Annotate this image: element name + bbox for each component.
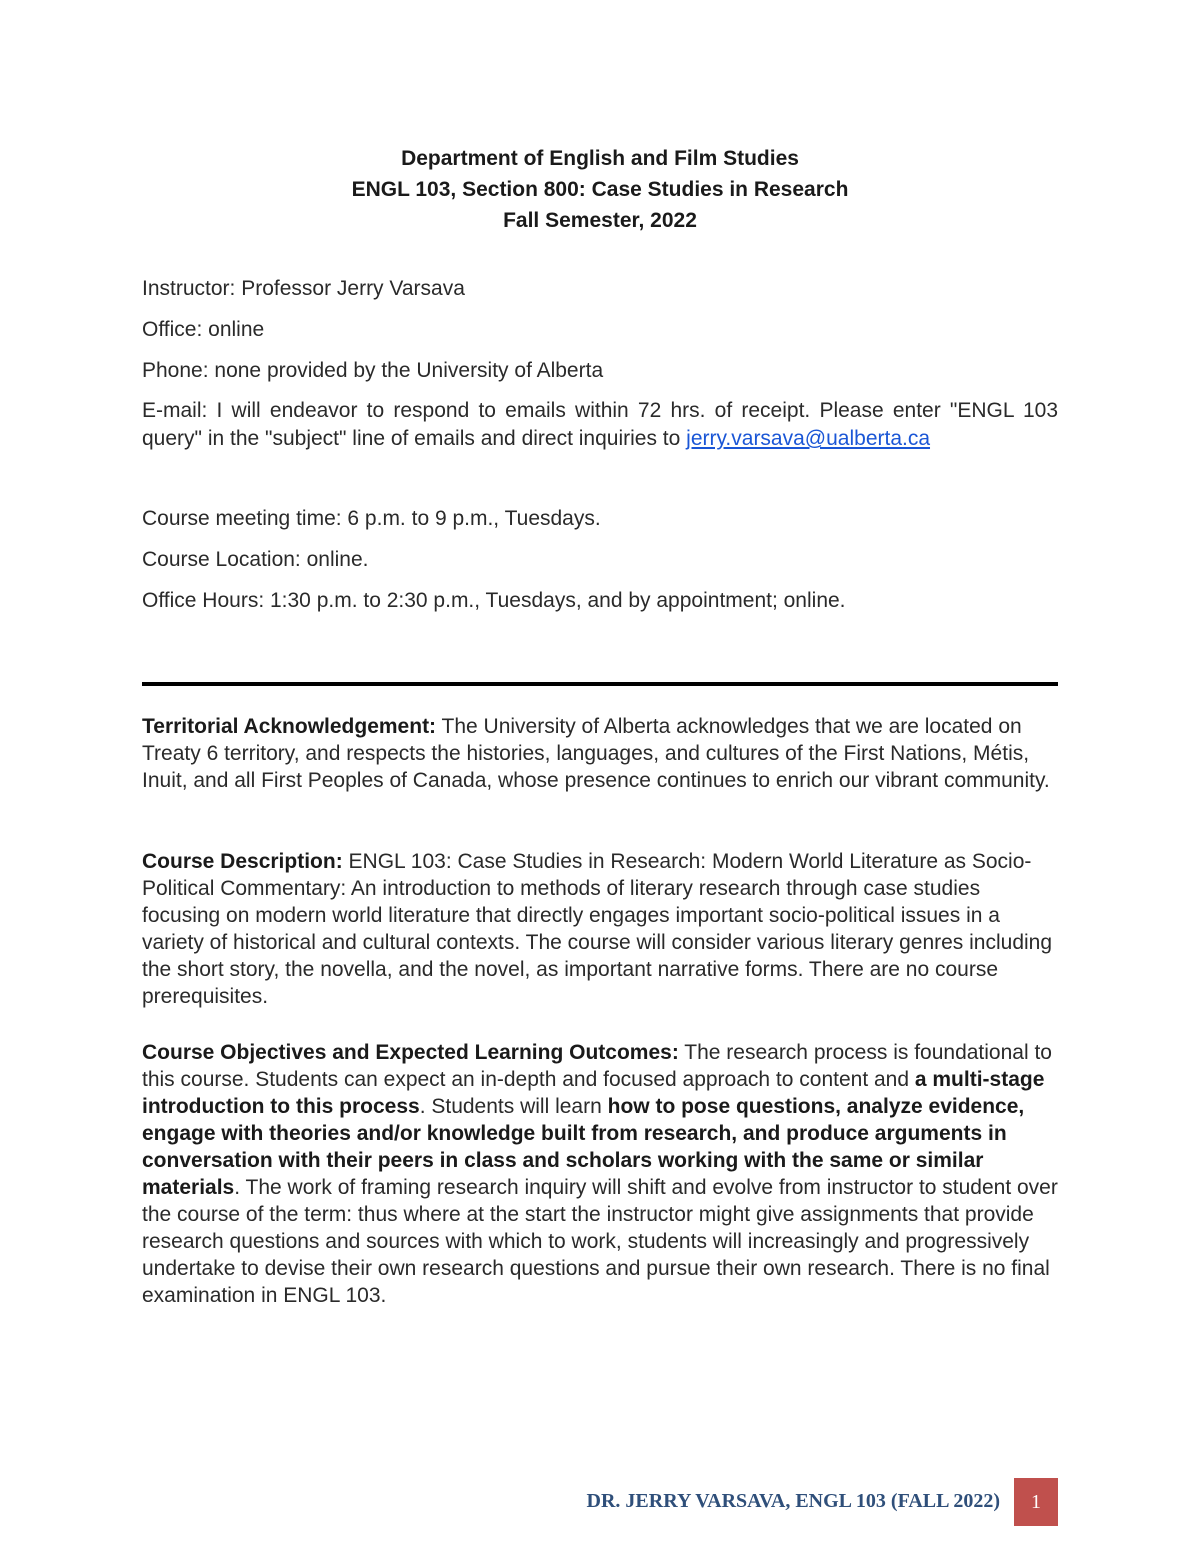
- location-line: Course Location: online.: [142, 548, 369, 571]
- course-description: [142, 848, 1058, 1010]
- objectives-text-3: . The work of framing research inquiry will shift and evolve from instructor to student over the course of the term: thus where at the start the instructor might give assignments that provide research questions and sources with which to work, students will increasingly and progressively undertake to devise their own research questions and pursue their own research. There is no final examination in ENGL 103.: [142, 1176, 1058, 1307]
- instructor-line: Instructor: Professor Jerry Varsava: [142, 277, 465, 300]
- office-hours-line: Office Hours: 1:30 p.m. to 2:30 p.m., Tuesdays, and by appointment; online.: [142, 589, 846, 612]
- territorial-heading: Territorial Acknowledgement:: [142, 715, 437, 738]
- course-title: ENGL 103, Section 800: Case Studies in Research: [351, 178, 849, 201]
- territorial-acknowledgement: [142, 713, 1058, 794]
- page-number-badge: [1014, 1478, 1058, 1526]
- objectives-heading: Course Objectives and Expected Learning Outcomes:: [142, 1041, 679, 1064]
- description-body: ENGL 103: Case Studies in Research: Modern World Literature as Socio-Political Commentary: An introduction to methods of literary research through case studies focusing on modern world literature that directly engages important socio-political issues in a variety of historical and cultural contexts. The course will consider various literary genres including the short story, the novella, and the novel, as important narrative forms. There are no course prerequisites.: [142, 850, 1053, 1008]
- department-title: Department of English and Film Studies: [401, 147, 799, 170]
- page-number: 1: [1031, 1490, 1041, 1513]
- description-heading: Course Description:: [142, 850, 343, 873]
- footer-running-title: DR. JERRY VARSAVA, ENGL 103 (FALL 2022): [586, 1490, 1000, 1512]
- email-instructions: E-mail: I will endeavor to respond to emails within 72 hrs. of receipt. Please enter "ENGL 103 query" in the "subject" line of emails and direct inquiries to: [142, 399, 1058, 450]
- page-footer: [0, 1478, 1200, 1528]
- objectives-bold-2: how to pose questions, analyze evidence, engage with theories and/or knowledge built from research, and produce arguments in conversation with their peers in class and scholars working with the same or similar materials: [142, 1095, 1025, 1199]
- meeting-time-line: Course meeting time: 6 p.m. to 9 p.m., Tuesdays.: [142, 507, 601, 530]
- email-paragraph: [142, 397, 1058, 453]
- office-line: Office: online: [142, 318, 265, 341]
- objectives-text-2: . Students will learn: [419, 1095, 608, 1118]
- objectives-bold-1: a multi-stage introduction to this process: [142, 1068, 1045, 1118]
- semester-title: Fall Semester, 2022: [503, 209, 697, 232]
- course-objectives: [142, 1039, 1058, 1309]
- email-link[interactable]: jerry.varsava@ualberta.ca: [686, 427, 931, 450]
- section-divider: [142, 682, 1058, 686]
- phone-line: Phone: none provided by the University of Alberta: [142, 359, 604, 382]
- territorial-body: The University of Alberta acknowledges that we are located on Treaty 6 territory, and respects the histories, languages, and cultures of the First Nations, Métis, Inuit, and all First Peoples of Canada, whose presence continues to enrich our vibrant community.: [142, 715, 1050, 792]
- document-header: [142, 143, 1058, 236]
- objectives-text-1: The research process is foundational to this course. Students can expect an in-depth and focused approach to content and: [142, 1041, 1052, 1091]
